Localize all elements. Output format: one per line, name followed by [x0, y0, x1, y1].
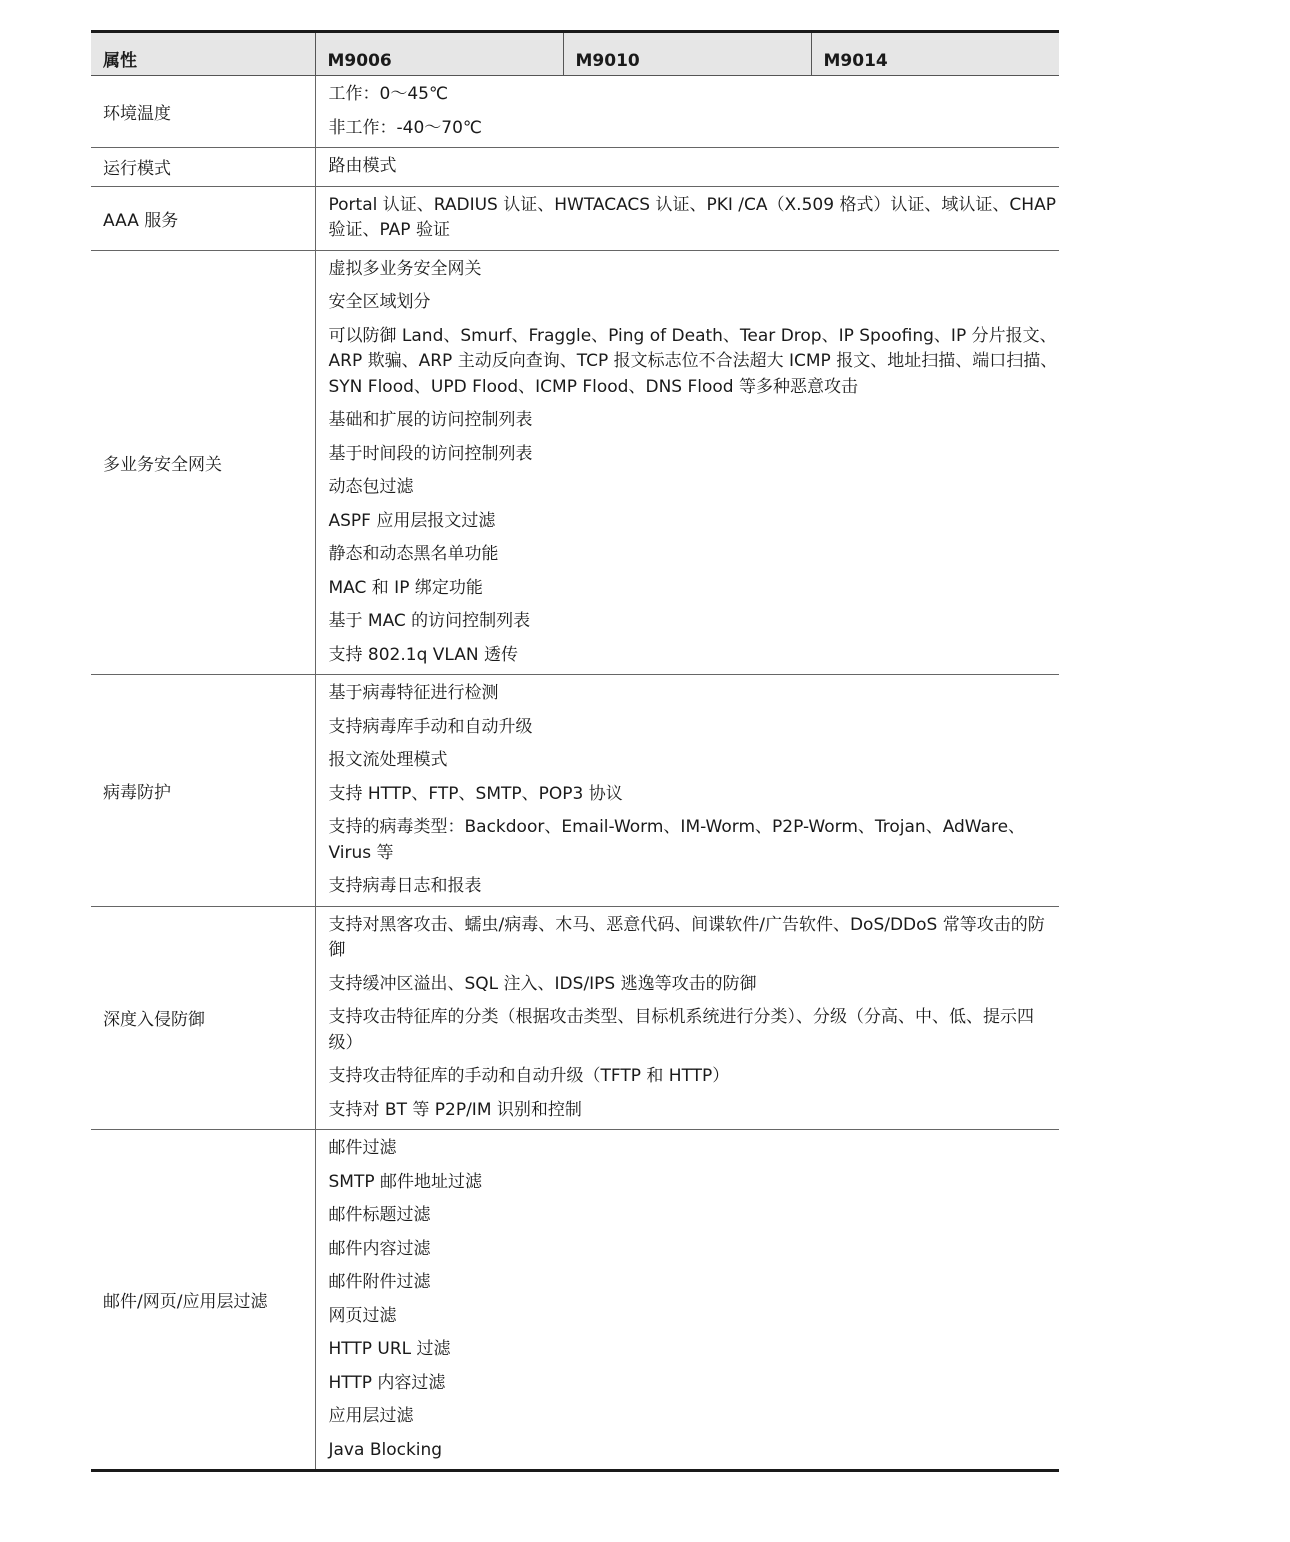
header-m9014: M9014	[811, 32, 1059, 76]
value-line: 非工作：-40～70℃	[328, 117, 482, 138]
value-line: 路由模式	[328, 156, 397, 176]
header-attribute: 属性	[91, 32, 315, 76]
value-line: 邮件内容过滤	[328, 1238, 431, 1259]
table-row	[91, 1130, 1059, 1471]
value-cell	[315, 675, 1059, 907]
value-line: SMTP 邮件地址过滤	[328, 1171, 482, 1192]
value-line: 支持缓冲区溢出、SQL 注入、IDS/IPS 逃逸等攻击的防御	[328, 973, 757, 994]
attribute-cell: 深度入侵防御	[91, 906, 315, 1130]
spec-table	[91, 30, 1059, 1472]
value-line: 支持的病毒类型：Backdoor、Email-Worm、IM-Worm、P2P-Worm、Trojan、AdWare、Virus 等	[328, 817, 1026, 863]
value-cell	[315, 148, 1059, 187]
value-line: 网页过滤	[328, 1305, 397, 1326]
value-line: 邮件附件过滤	[328, 1272, 431, 1292]
value-line: 支持 HTTP、FTP、SMTP、POP3 协议	[328, 783, 623, 804]
value-line: ASPF 应用层报文过滤	[328, 510, 496, 531]
value-line: 支持对 BT 等 P2P/IM 识别和控制	[328, 1099, 582, 1120]
value-line: 支持对黑客攻击、蠕虫/病毒、木马、恶意代码、间谍软件/广告软件、DoS/DDoS 常等攻击的防御	[328, 914, 1045, 960]
value-line: HTTP 内容过滤	[328, 1372, 446, 1393]
spec-body	[91, 76, 1059, 1471]
value-line: 虚拟多业务安全网关	[328, 258, 482, 279]
value-line: 安全区域划分	[328, 292, 431, 312]
attribute-cell: AAA 服务	[91, 186, 315, 250]
table-row	[91, 148, 1059, 187]
value-line: 工作：0～45℃	[328, 84, 449, 104]
value-line: 支持攻击特征库的手动和自动升级（TFTP 和 HTTP）	[328, 1066, 730, 1086]
value-line: 动态包过滤	[328, 477, 414, 497]
value-line: 支持病毒库手动和自动升级	[328, 716, 533, 737]
value-line: 基础和扩展的访问控制列表	[328, 410, 533, 430]
value-line: Java Blocking	[328, 1439, 443, 1460]
value-line: 应用层过滤	[328, 1406, 414, 1426]
value-line: 邮件过滤	[328, 1138, 397, 1158]
table-row	[91, 186, 1059, 250]
value-line: MAC 和 IP 绑定功能	[328, 577, 483, 598]
value-line: 基于病毒特征进行检测	[328, 683, 499, 703]
value-line: 静态和动态黑名单功能	[328, 544, 499, 564]
value-cell	[315, 186, 1059, 250]
attribute-cell: 邮件/网页/应用层过滤	[91, 1130, 315, 1471]
value-line: 支持攻击特征库的分类（根据攻击类型、目标机系统进行分类）、分级（分高、中、低、提示四级）	[328, 1007, 1034, 1053]
value-cell	[315, 906, 1059, 1130]
table-row	[91, 76, 1059, 148]
value-line: 邮件标题过滤	[328, 1205, 431, 1225]
value-line: 支持 802.1q VLAN 透传	[328, 644, 519, 665]
attribute-cell: 环境温度	[91, 76, 315, 148]
header-m9006: M9006	[315, 32, 563, 76]
header-m9010: M9010	[563, 32, 811, 76]
value-line: 报文流处理模式	[328, 750, 448, 770]
value-cell	[315, 250, 1059, 675]
attribute-cell: 病毒防护	[91, 675, 315, 907]
header-row	[91, 32, 1059, 76]
value-line: Portal 认证、RADIUS 认证、HWTACACS 认证、PKI /CA（X.509 格式）认证、域认证、CHAP 验证、PAP 验证	[328, 194, 1056, 240]
value-cell	[315, 1130, 1059, 1471]
value-line: HTTP URL 过滤	[328, 1339, 451, 1359]
table-row	[91, 675, 1059, 907]
value-line: 可以防御 Land、Smurf、Fraggle、Ping of Death、Tear Drop、IP Spoofing、IP 分片报文、ARP 欺骗、ARP 主动反向查询、TCP 报文标志位不合法超大 ICMP 报文、地址扫描、端口扫描、SYN Flood、UPD Flood、ICMP Flood、DNS Flood 等多种恶意攻击	[328, 325, 1058, 397]
table-row	[91, 906, 1059, 1130]
value-line: 基于时间段的访问控制列表	[328, 443, 533, 464]
value-line: 基于 MAC 的访问控制列表	[328, 611, 531, 631]
attribute-cell: 运行模式	[91, 148, 315, 187]
table-row	[91, 250, 1059, 675]
value-line: 支持病毒日志和报表	[328, 876, 482, 896]
value-cell	[315, 76, 1059, 148]
attribute-cell: 多业务安全网关	[91, 250, 315, 675]
